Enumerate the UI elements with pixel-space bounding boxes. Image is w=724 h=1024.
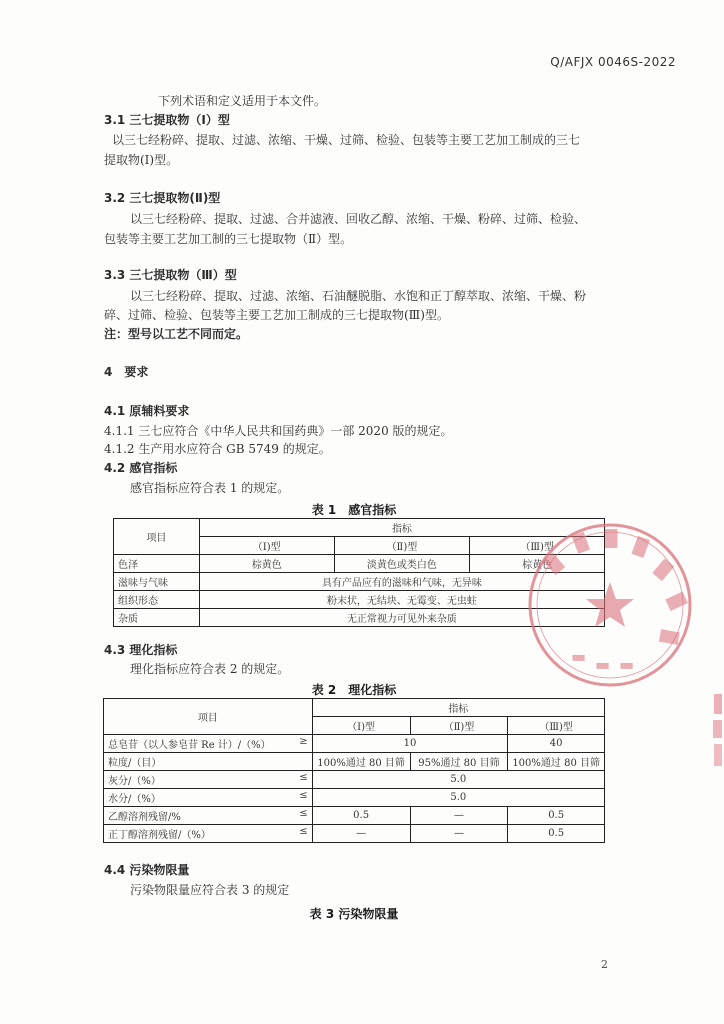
svg-text:█: █ <box>571 531 590 554</box>
svg-text:█: █ <box>652 558 675 581</box>
table2-row-label <box>104 825 313 843</box>
section-4-3-text: 理化指标应符合表 2 的规定。 <box>130 662 290 676</box>
intro-text: 下列术语和定义适用于本文件。 <box>158 94 327 108</box>
table1-cell: 具有产品应有的滋味和气味，无异味 <box>199 573 604 591</box>
table2-cell: — <box>410 807 508 825</box>
comparison-symbol: ≤ <box>299 826 308 837</box>
row-label-text: 粒度/（目） <box>108 758 162 769</box>
svg-text:█: █ <box>665 591 688 611</box>
table2-header-item: 项目 <box>104 699 313 735</box>
section-4-4-title: 4.4 污染物限量 <box>104 863 190 877</box>
section-4-1-2: 4.1.2 生产用水应符合 GB 5749 的规定。 <box>104 442 331 456</box>
section-4-2-title: 4.2 感官指标 <box>104 461 178 475</box>
table1-cell: 粉末状，无结块、无霉变、无虫蛀 <box>199 591 604 609</box>
svg-text:▬: ▬ <box>619 655 635 674</box>
table-row <box>104 771 605 789</box>
table2-row-label <box>104 735 313 753</box>
section-3-1-title: 3.1 三七提取物（Ⅰ）型 <box>104 113 230 127</box>
section-3-3-title: 3.3 三七提取物（Ⅲ）型 <box>104 268 237 282</box>
table1-cell: 无正常视力可见外来杂质 <box>199 609 604 627</box>
table2-row-label <box>104 771 313 789</box>
table2-cell: 0.5 <box>312 807 410 825</box>
svg-text:█: █ <box>543 552 566 576</box>
table1-cell: 棕黄色 <box>470 555 605 573</box>
table2-cell: — <box>410 825 508 843</box>
section-4-title: 4 要求 <box>104 365 149 379</box>
table-row <box>104 753 605 771</box>
table1-row-label: 滋味与气味 <box>114 573 200 591</box>
table2-row-label <box>104 753 313 771</box>
table-row <box>104 735 605 753</box>
table-row <box>104 789 605 807</box>
section-3-3-line1: 以三七经粉碎、提取、过滤、浓缩、石油醚脱脂、水饱和正丁醇萃取、浓缩、干燥、粉 <box>130 289 587 303</box>
table3-caption: 表 3 污染物限量 <box>309 907 399 921</box>
table1-row-label: 色泽 <box>114 555 200 573</box>
section-3-2-line1: 以三七经粉碎、提取、过滤、合并滤液、回收乙醇、浓缩、干燥、粉碎、过筛、检验、 <box>130 212 587 226</box>
svg-text:█: █ <box>631 535 650 558</box>
comparison-symbol: ≤ <box>299 790 308 801</box>
table2-row-label <box>104 789 313 807</box>
row-label-text: 灰分/（%） <box>108 776 161 787</box>
table2-row-label <box>104 807 313 825</box>
table1-type-1: （Ⅰ)型 <box>199 537 334 555</box>
svg-text:█: █ <box>605 529 618 548</box>
edge-stamp-fragment-icon <box>710 692 724 772</box>
section-3-3-note: 注：型号以工艺不同而定。 <box>104 327 249 341</box>
table2-cell: 10 <box>312 735 508 753</box>
table2-cell: 100%通过 80 目筛 <box>312 753 410 771</box>
table-row <box>104 825 605 843</box>
table1-cell: 淡黄色或类白色 <box>334 555 470 573</box>
table2-cell: 100%通过 80 目筛 <box>508 753 605 771</box>
section-3-1-line1: 以三七经粉碎、提取、过滤、浓缩、干燥、过筛、检验、包装等主要工艺加工制成的三七 <box>112 133 581 147</box>
row-label-text: 乙醇溶剂残留/% <box>108 812 181 823</box>
svg-text:▬: ▬ <box>571 647 587 666</box>
table2-cell: 0.5 <box>508 807 605 825</box>
section-4-3-title: 4.3 理化指标 <box>104 643 178 657</box>
section-3-2-line2: 包装等主要工艺加工制的三七提取物（Ⅱ）型。 <box>104 232 353 246</box>
table1-type-2: （Ⅱ)型 <box>334 537 470 555</box>
table1-row-label: 杂质 <box>114 609 200 627</box>
svg-text:█: █ <box>658 629 680 645</box>
section-3-1-line2: 提取物(Ⅰ)型。 <box>104 153 179 167</box>
table2-type-3: （Ⅲ)型 <box>508 717 605 735</box>
table1-header-index: 指标 <box>199 519 604 537</box>
section-4-1-1: 4.1.1 三七应符合《中华人民共和国药典》一部 2020 版的规定。 <box>104 424 453 438</box>
table2-cell: 5.0 <box>312 789 604 807</box>
table2-cell: 40 <box>508 735 605 753</box>
standard-code: Q/AFJX 0046S-2022 <box>550 55 676 69</box>
svg-text:▬: ▬ <box>595 655 611 674</box>
table1-header-item: 项目 <box>114 519 200 555</box>
table2-caption: 表 2 理化指标 <box>311 683 397 697</box>
row-label-text: 正丁醇溶剂残留/（%） <box>108 830 211 841</box>
comparison-symbol: ≤ <box>299 772 308 783</box>
page-number: 2 <box>601 958 608 971</box>
table2-cell: 0.5 <box>508 825 605 843</box>
table2-type-1: （Ⅰ)型 <box>312 717 410 735</box>
row-label-text: 水分/（%） <box>108 794 161 805</box>
table1-caption: 表 1 感官指标 <box>311 503 397 517</box>
table2-cell: — <box>312 825 410 843</box>
table1-type-3: （Ⅲ)型 <box>470 537 605 555</box>
table1-cell: 棕黄色 <box>199 555 334 573</box>
table2-cell: 95%通过 80 目筛 <box>410 753 508 771</box>
company-seal-icon <box>525 520 695 690</box>
table-row <box>104 807 605 825</box>
table2-cell: 5.0 <box>312 771 604 789</box>
table1-row-label: 组织形态 <box>114 591 200 609</box>
table2-physicochemical <box>103 698 605 843</box>
row-label-text: 总皂苷（以人参皂苷 Re 计）/（%） <box>108 740 271 751</box>
table2-header-index: 指标 <box>312 699 604 717</box>
section-4-4-text: 污染物限量应符合表 3 的规定 <box>130 883 290 897</box>
table2-type-2: （Ⅱ)型 <box>410 717 508 735</box>
comparison-symbol: ≤ <box>299 808 308 819</box>
section-4-1-title: 4.1 原辅料要求 <box>104 404 190 418</box>
comparison-symbol: ≥ <box>299 736 308 747</box>
section-3-2-title: 3.2 三七提取物(Ⅱ)型 <box>104 191 221 205</box>
section-3-3-line2: 碎、过筛、检验、包装等主要工艺加工制成的三七提取物(Ⅲ)型。 <box>104 308 449 322</box>
section-4-2-text: 感官指标应符合表 1 的规定。 <box>130 481 290 495</box>
